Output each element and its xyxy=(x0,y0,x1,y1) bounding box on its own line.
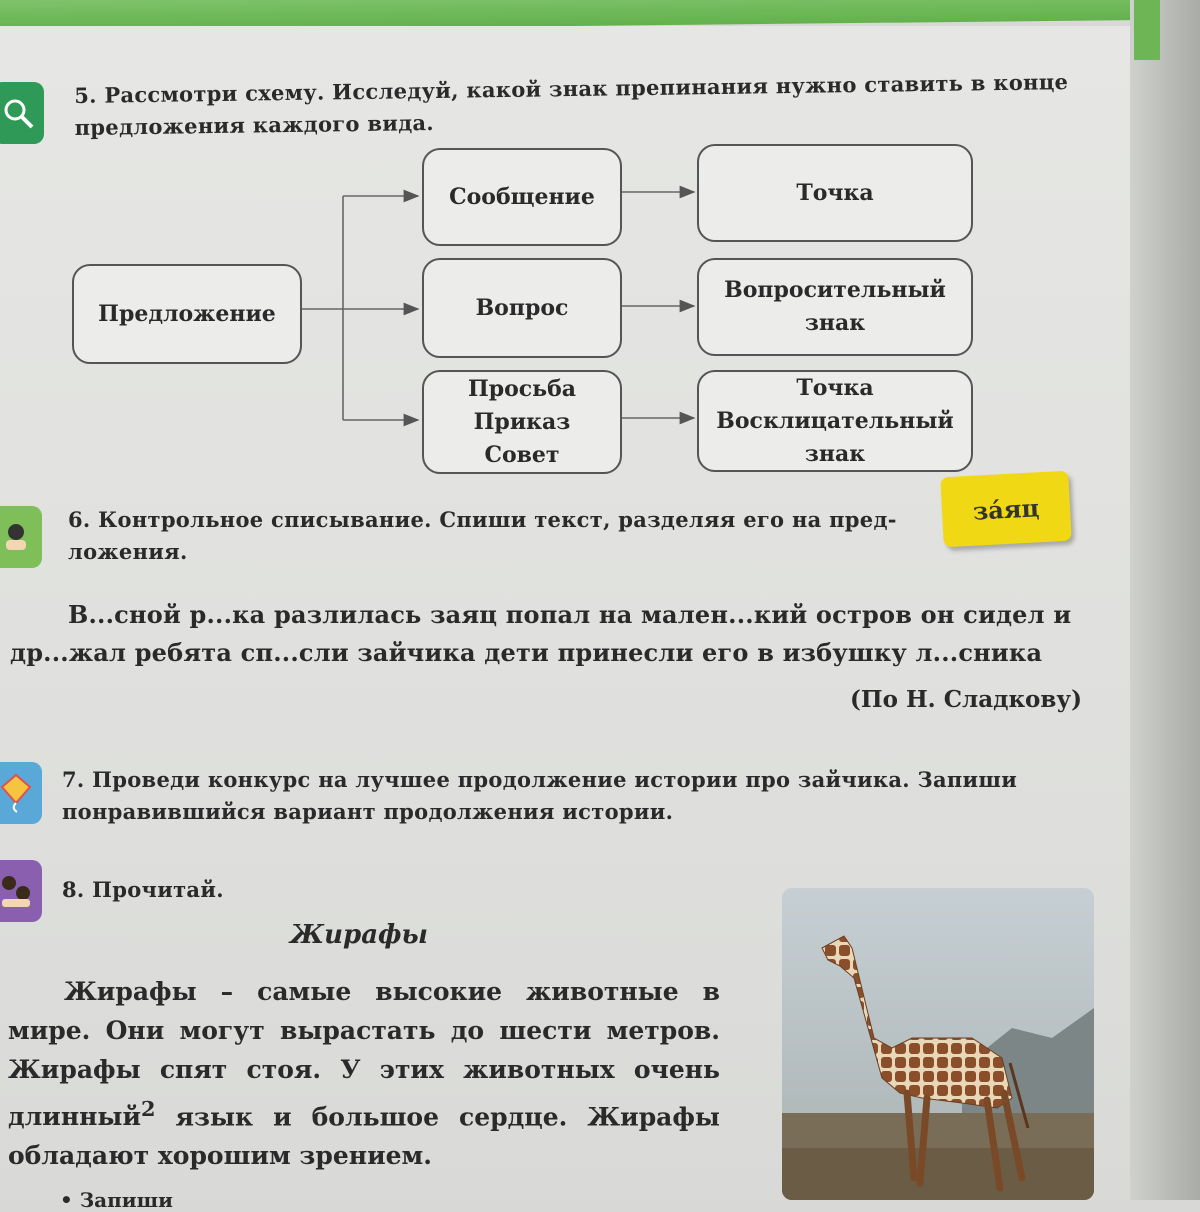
box-label: Сообщение xyxy=(449,183,595,210)
box-label: Точка xyxy=(796,179,874,206)
task-7-instruction: 7. Проведи конкурс на лучшее продолжение истории про зайчика. Запиши понравившийся вариант продолжения истории. xyxy=(62,767,1018,824)
box-label: Восклицательный xyxy=(716,407,954,434)
box-label: Совет xyxy=(484,441,560,468)
next-task-fragment: • Запиши xyxy=(60,1188,173,1212)
box-label: Точка xyxy=(796,374,874,401)
footnote-mark: 2 xyxy=(141,1096,156,1121)
dictation-line: В...сной р...ка разлилась заяц попал на мален...кий остров он сидел и xyxy=(68,600,1072,629)
diagram-box-question xyxy=(422,258,622,358)
text-source: (По Н. Сладкову) xyxy=(850,686,1082,713)
box-label: Предложение xyxy=(98,300,276,327)
box-label: Вопросительный xyxy=(724,277,946,303)
diagram-box-question-mark xyxy=(697,258,973,356)
vocabulary-word-card: за́яц xyxy=(940,471,1071,548)
reading-title: Жирафы xyxy=(290,920,428,950)
reading-text-end: язык и большое сердце. Жирафы обладают хорошим зрением. xyxy=(8,1102,720,1171)
diagram-box-sentence xyxy=(72,264,302,364)
reading-text-start: Жирафы – самые высокие животные в мире. Они могут вырастать до шести метров. Жирафы спят стоя. У этих животных очень длинный xyxy=(8,977,720,1132)
dictation-line: др...жал ребята сп...сли зайчика дети принесли его в избушку л...сника xyxy=(10,638,1043,667)
diagram-box-exclamation xyxy=(697,370,973,472)
giraffe-photo xyxy=(782,888,1094,1200)
diagram-box-request xyxy=(422,370,622,474)
task-8-instruction: 8. Прочитай. xyxy=(62,877,224,902)
box-label: Приказ xyxy=(473,408,571,435)
dictation-text xyxy=(10,596,1090,672)
task-6-instruction: 6. Контрольное списывание. Спиши текст, разделяя его на пред-ложения. xyxy=(68,507,897,564)
box-label: Вопрос xyxy=(475,294,569,321)
reading-paragraph xyxy=(8,972,720,1175)
box-label: знак xyxy=(804,310,866,336)
box-label: Просьба xyxy=(467,375,577,402)
task-5-instruction: 5. Рассмотри схему. Исследуй, какой знак препинания нужно ставить в конце предложения каждого вида. xyxy=(74,69,1069,140)
diagram-box-statement xyxy=(422,148,622,246)
box-label: знак xyxy=(804,440,866,467)
diagram-box-period xyxy=(697,144,973,242)
